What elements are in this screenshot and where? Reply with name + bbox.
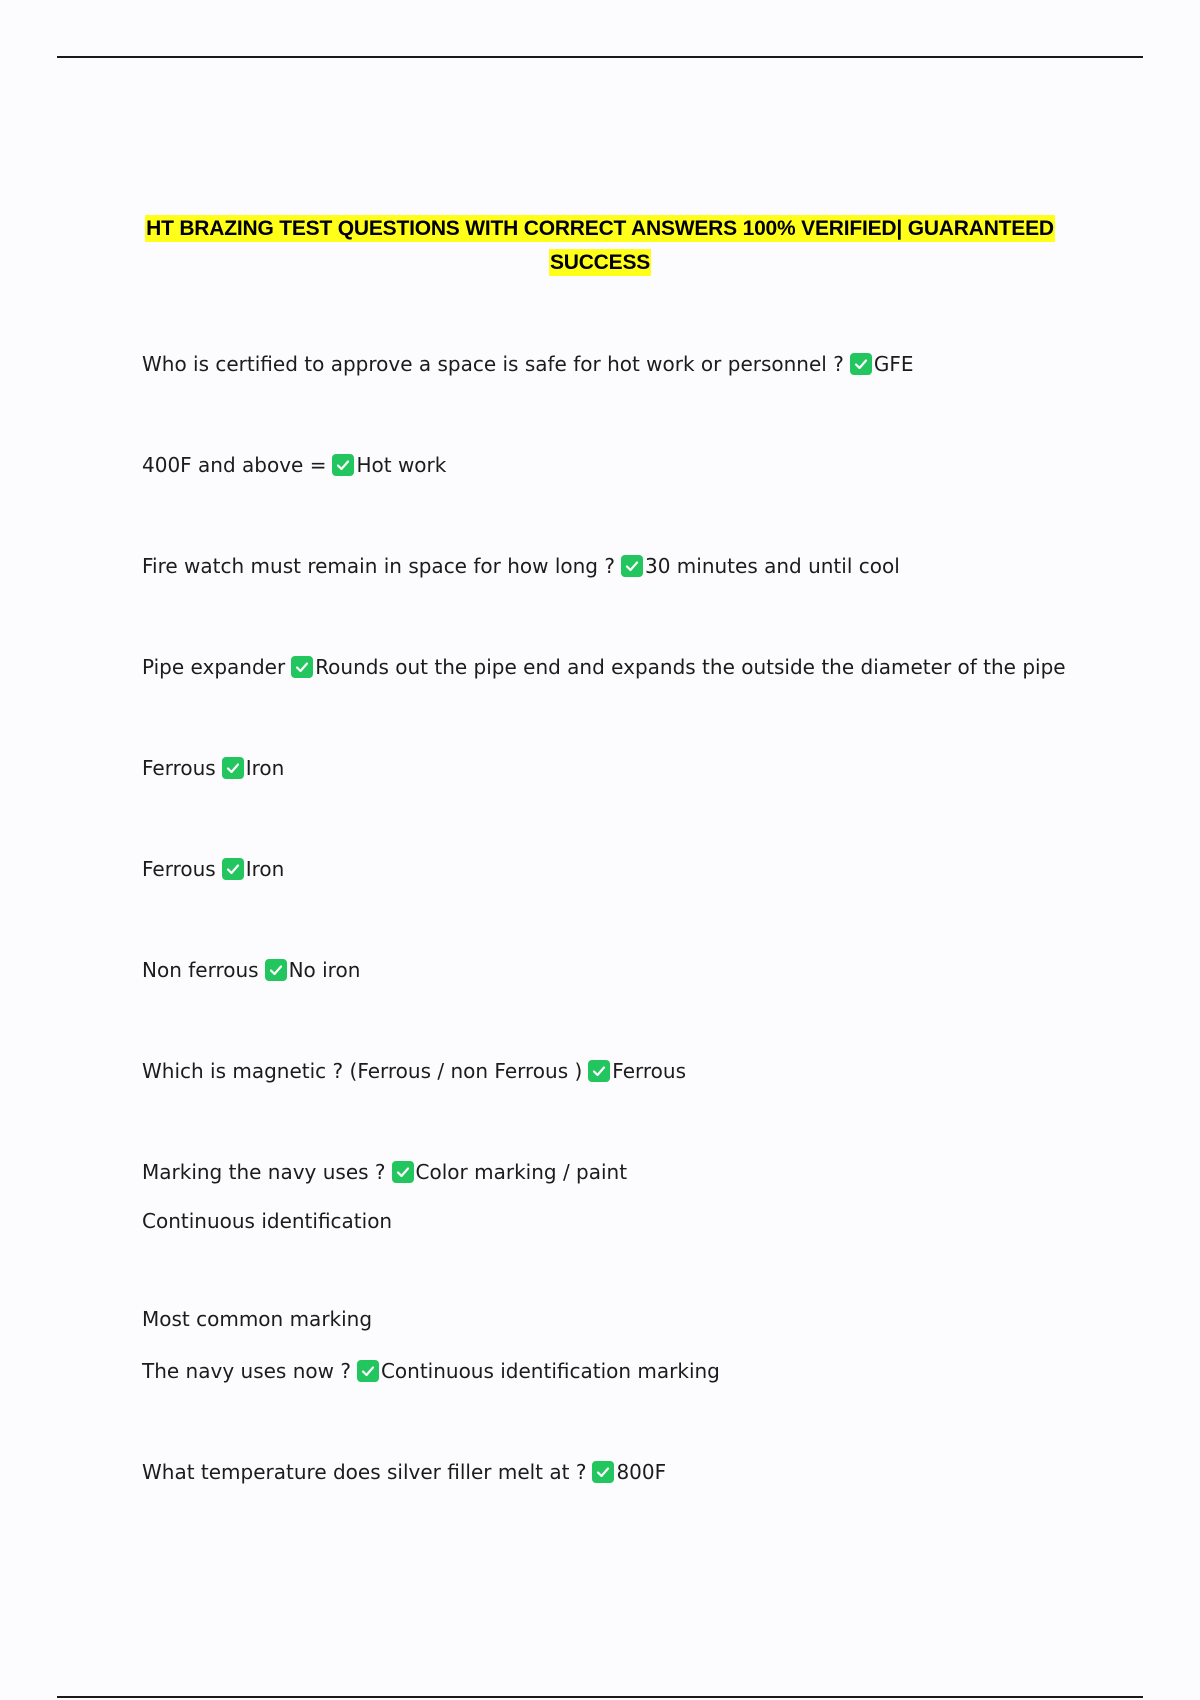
question-text: 400F and above = <box>142 453 327 477</box>
check-mark-icon <box>588 1060 610 1082</box>
question-text: What temperature does silver filler melt at ? <box>142 1460 587 1484</box>
question-text: Ferrous <box>142 857 216 881</box>
qa-item <box>142 856 284 882</box>
answer-continuation: Continuous identification <box>142 1209 393 1233</box>
check-mark-icon <box>222 858 244 880</box>
question-text: The navy uses now ? <box>142 1359 351 1383</box>
check-mark-icon <box>592 1461 614 1483</box>
check-mark-icon <box>332 454 354 476</box>
answer-text: 30 minutes and until cool <box>644 554 900 578</box>
top-rule <box>57 56 1143 58</box>
check-mark-icon <box>265 959 287 981</box>
check-mark-icon <box>357 1360 379 1382</box>
question-text: Which is magnetic ? (Ferrous / non Ferrous ) <box>142 1059 583 1083</box>
answer-text: No iron <box>288 958 361 982</box>
question-text: Who is certified to approve a space is safe for hot work or personnel ? <box>142 352 844 376</box>
qa-item <box>142 553 900 579</box>
question-text: Ferrous <box>142 756 216 780</box>
answer-text: 800F <box>616 1460 667 1484</box>
check-mark-icon <box>850 353 872 375</box>
question-text: Non ferrous <box>142 958 259 982</box>
answer-text: Continuous identification marking <box>380 1359 720 1383</box>
answer-text: Iron <box>245 857 285 881</box>
answer-text: Rounds out the pipe end and expands the outside the diameter of the pipe <box>315 655 1066 679</box>
answer-text: Iron <box>245 756 285 780</box>
check-mark-icon <box>621 555 643 577</box>
qa-item <box>142 1159 627 1185</box>
check-mark-icon <box>392 1161 414 1183</box>
check-mark-icon <box>222 757 244 779</box>
answer-text: Hot work <box>356 453 447 477</box>
question-text: Fire watch must remain in space for how long ? <box>142 554 615 578</box>
qa-item <box>142 351 913 377</box>
qa-item <box>142 654 1066 680</box>
question-text: Pipe expander <box>142 655 286 679</box>
qa-item <box>142 957 360 983</box>
check-mark-icon <box>291 656 313 678</box>
question-pre-line: Most common marking <box>142 1307 373 1331</box>
answer-text: GFE <box>873 352 914 376</box>
qa-item <box>142 755 284 781</box>
qa-item <box>142 452 446 478</box>
title-line-1: HT BRAZING TEST QUESTIONS WITH CORRECT ANSWERS 100% VERIFIED| GUARANTEED <box>146 217 1054 240</box>
answer-text: Ferrous <box>612 1059 686 1083</box>
bottom-rule <box>57 1696 1143 1698</box>
title-line-2: SUCCESS <box>549 251 651 274</box>
qa-item <box>142 1459 666 1485</box>
qa-item <box>142 1058 686 1084</box>
question-text: Marking the navy uses ? <box>142 1160 386 1184</box>
document-title <box>100 212 1100 280</box>
qa-item <box>142 1358 720 1384</box>
answer-text: Color marking / paint <box>415 1160 628 1184</box>
